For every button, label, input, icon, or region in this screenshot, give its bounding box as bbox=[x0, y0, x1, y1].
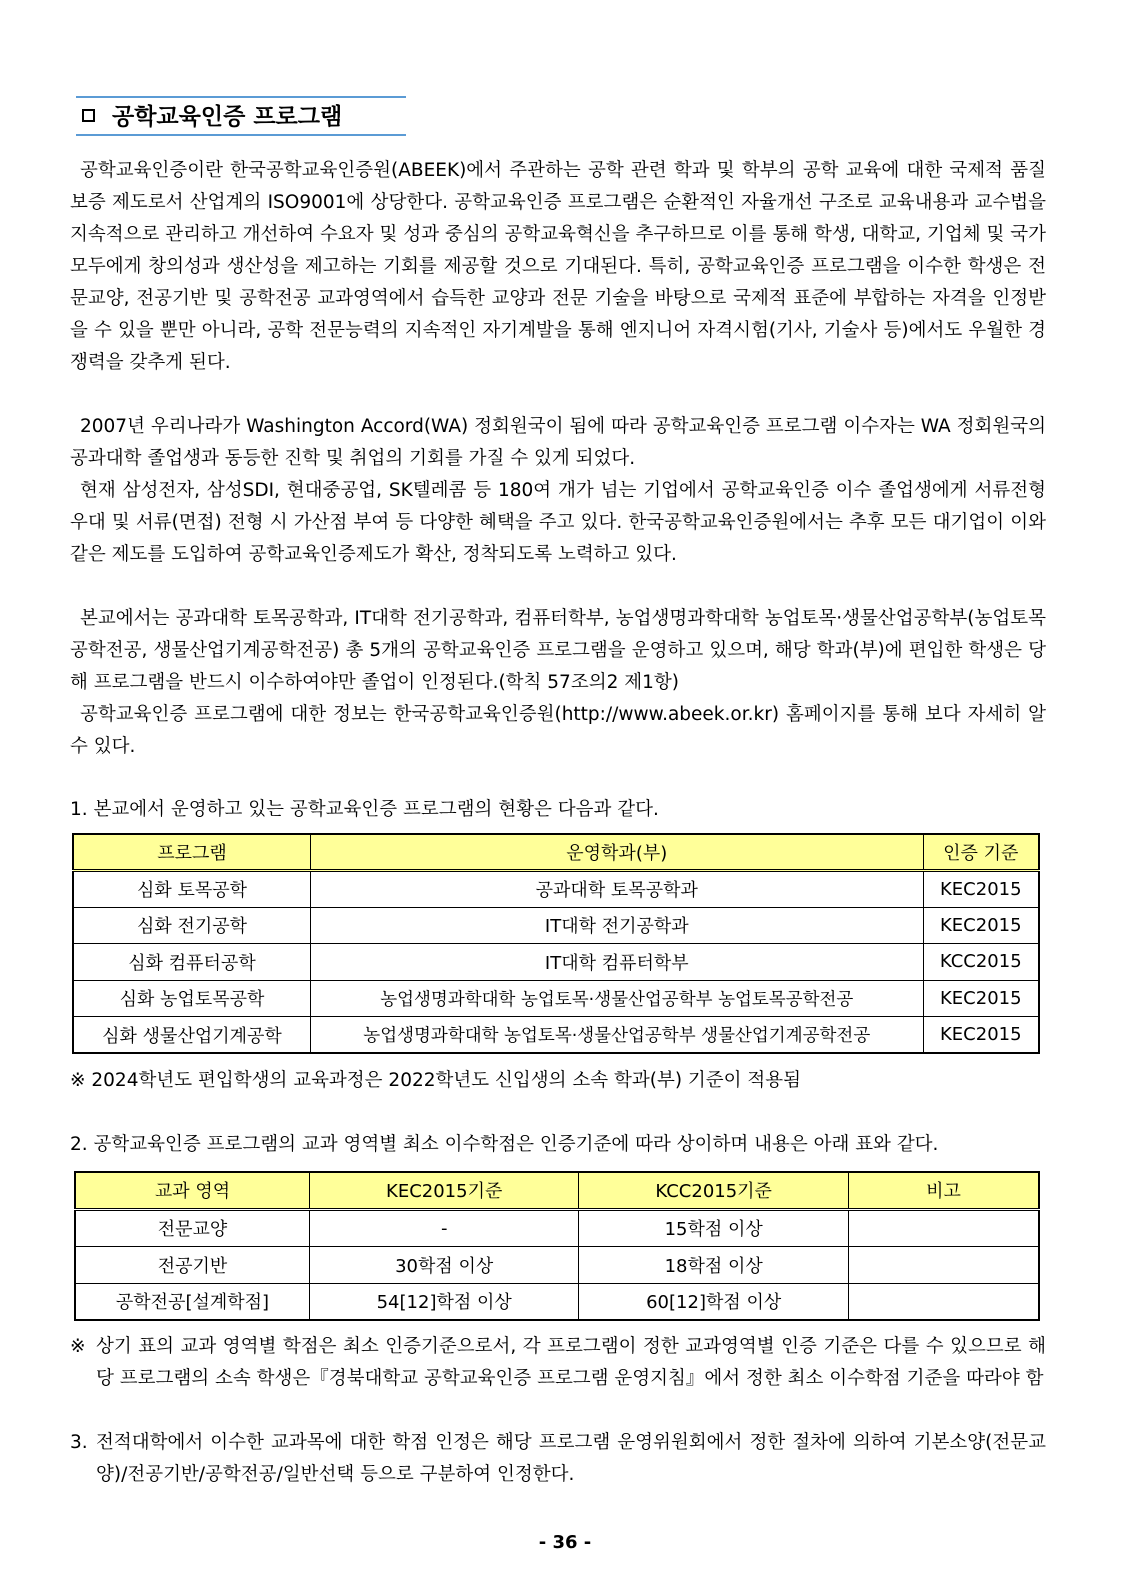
section1-heading: 1. 본교에서 운영하고 있는 공학교육인증 프로그램의 현황은 다음과 같다. bbox=[70, 799, 659, 820]
cell-program: 심화 컴퓨터공학 bbox=[73, 944, 310, 981]
cell-department: 농업생명과학대학 농업토목·생물산업공학부 생물산업기계공학전공 bbox=[310, 1017, 923, 1054]
cell-program: 심화 농업토목공학 bbox=[73, 980, 310, 1017]
cell-kcc: 60[12]학점 이상 bbox=[579, 1283, 849, 1320]
cell-kec: 30학점 이상 bbox=[309, 1246, 579, 1283]
section2-note-text: 상기 표의 교과 영역별 학점은 최소 인증기준으로서, 각 프로그램이 정한 교과영역별 인증 기준은 다를 수 있으므로 해당 프로그램의 소속 학생은『경북대학교 공학교육인증 프로그램 운영지침』에서 정한 최소 이수학점 기준을 따라야 함 bbox=[96, 1336, 1046, 1389]
header-remarks: 비고 bbox=[848, 1172, 1039, 1209]
cell-remarks bbox=[848, 1283, 1039, 1320]
table-header-row bbox=[73, 834, 1039, 871]
cell-program: 심화 생물산업기계공학 bbox=[73, 1017, 310, 1054]
cell-kec: - bbox=[309, 1209, 579, 1246]
checkbox-square-icon bbox=[82, 109, 95, 122]
cell-kec: 54[12]학점 이상 bbox=[309, 1283, 579, 1320]
cell-area: 전공기반 bbox=[75, 1246, 309, 1283]
note-mark: ※ bbox=[70, 1336, 86, 1357]
section-title-box bbox=[76, 96, 406, 136]
header-program: 프로그램 bbox=[73, 834, 310, 871]
section1-note: ※ 2024학년도 편입학생의 교육과정은 2022학년도 신입생의 소속 학과(부) 기준이 적용됨 bbox=[70, 1070, 802, 1091]
header-kcc: KCC2015기준 bbox=[579, 1172, 849, 1209]
cell-kcc: 15학점 이상 bbox=[579, 1209, 849, 1246]
header-department: 운영학과(부) bbox=[310, 834, 923, 871]
cell-remarks bbox=[848, 1209, 1039, 1246]
section3 bbox=[70, 1427, 1046, 1491]
page-title: 공학교육인증 프로그램 bbox=[112, 104, 343, 130]
cell-area: 전문교양 bbox=[75, 1209, 309, 1246]
section2-note bbox=[70, 1331, 1046, 1395]
table-row bbox=[73, 980, 1039, 1017]
cell-department: IT대학 전기공학과 bbox=[310, 907, 923, 944]
header-standard: 인증 기준 bbox=[923, 834, 1039, 871]
cell-program: 심화 전기공학 bbox=[73, 907, 310, 944]
table-row bbox=[75, 1283, 1039, 1320]
table-row bbox=[75, 1246, 1039, 1283]
cell-standard: KCC2015 bbox=[923, 944, 1039, 981]
paragraph-info: 공학교육인증 프로그램에 대한 정보는 한국공학교육인증원(http://www.abeek.or.kr) 홈페이지를 통해 보다 자세히 알 수 있다. bbox=[70, 704, 1046, 757]
page-number: - 36 - bbox=[538, 1532, 592, 1553]
cell-kcc: 18학점 이상 bbox=[579, 1246, 849, 1283]
section2-heading: 2. 공학교육인증 프로그램의 교과 영역별 최소 이수학점은 인증기준에 따라 상이하며 내용은 아래 표와 같다. bbox=[70, 1134, 939, 1155]
section3-text: 전적대학에서 이수한 교과목에 대한 학점 인정은 해당 프로그램 운영위원회에서 정한 절차에 의하여 기본소양(전문교양)/전공기반/공학전공/일반선택 등으로 구분하여 인정한다. bbox=[96, 1432, 1046, 1485]
paragraph-benefits: 현재 삼성전자, 삼성SDI, 현대중공업, SK텔레콤 등 180여 개가 넘는 기업에서 공학교육인증 이수 졸업생에게 서류전형 우대 및 서류(면접) 전형 시 가산점 부여 등 다양한 혜택을 주고 있다. 한국공학교육인증원에서는 추후 모든 대기업이 이와 같은 제도를 도입하여 공학교육인증제도가 확산, 정착되도록 노력하고 있다. bbox=[70, 480, 1046, 565]
section3-number: 3. bbox=[70, 1432, 88, 1453]
table-row bbox=[73, 907, 1039, 944]
paragraph-intro: 공학교육인증이란 한국공학교육인증원(ABEEK)에서 주관하는 공학 관련 학과 및 학부의 공학 교육에 대한 국제적 품질 보증 제도로서 산업계의 ISO9001에 상당한다. 공학교육인증 프로그램은 순환적인 자율개선 구조로 교육내용과 교수법을 지속적으로 관리하고 개선하여 수요자 및 성과 중심의 공학교육혁신을 추구하므로 이를 통해 학생, 대학교, 기업체 및 국가 모두에게 창의성과 생산성을 제고하는 기회를 제공할 것으로 기대된다. 특히, 공학교육인증 프로그램을 이수한 학생은 전문교양, 전공기반 및 공학전공 교과영역에서 습득한 교양과 전문 기술을 바탕으로 국제적 표준에 부합하는 자격을 인정받을 수 있을 뿐만 아니라, 공학 전문능력의 지속적인 자기계발을 통해 엔지니어 자격시험(기사, 기술사 등)에서도 우월한 경쟁력을 갖추게 된다. bbox=[70, 160, 1046, 373]
cell-remarks bbox=[848, 1246, 1039, 1283]
program-table bbox=[72, 833, 1040, 1054]
table-row bbox=[73, 1017, 1039, 1054]
table-header-row bbox=[75, 1172, 1039, 1209]
cell-standard: KEC2015 bbox=[923, 871, 1039, 908]
cell-department: IT대학 컴퓨터학부 bbox=[310, 944, 923, 981]
cell-department: 농업생명과학대학 농업토목·생물산업공학부 농업토목공학전공 bbox=[310, 980, 923, 1017]
header-kec: KEC2015기준 bbox=[309, 1172, 579, 1209]
cell-program: 심화 토목공학 bbox=[73, 871, 310, 908]
table-row bbox=[73, 944, 1039, 981]
cell-standard: KEC2015 bbox=[923, 980, 1039, 1017]
cell-department: 공과대학 토목공학과 bbox=[310, 871, 923, 908]
paragraph-washington-accord: 2007년 우리나라가 Washington Accord(WA) 정회원국이 됨에 따라 공학교육인증 프로그램 이수자는 WA 정회원국의 공과대학 졸업생과 동등한 진학 및 취업의 기회를 가질 수 있게 되었다. bbox=[70, 416, 1046, 469]
table-row bbox=[73, 871, 1039, 908]
cell-standard: KEC2015 bbox=[923, 1017, 1039, 1054]
header-area: 교과 영역 bbox=[75, 1172, 309, 1209]
cell-area: 공학전공[설계학점] bbox=[75, 1283, 309, 1320]
table-row bbox=[75, 1209, 1039, 1246]
credit-table bbox=[74, 1171, 1040, 1321]
cell-standard: KEC2015 bbox=[923, 907, 1039, 944]
paragraph-programs: 본교에서는 공과대학 토목공학과, IT대학 전기공학과, 컴퓨터학부, 농업생명과학대학 농업토목·생물산업공학부(농업토목공학전공, 생물산업기계공학전공) 총 5개의 공학교육인증 프로그램을 운영하고 있으며, 해당 학과(부)에 편입한 학생은 당해 프로그램을 반드시 이수하여야만 졸업이 인정된다.(학칙 57조의2 제1항) bbox=[70, 608, 1046, 693]
